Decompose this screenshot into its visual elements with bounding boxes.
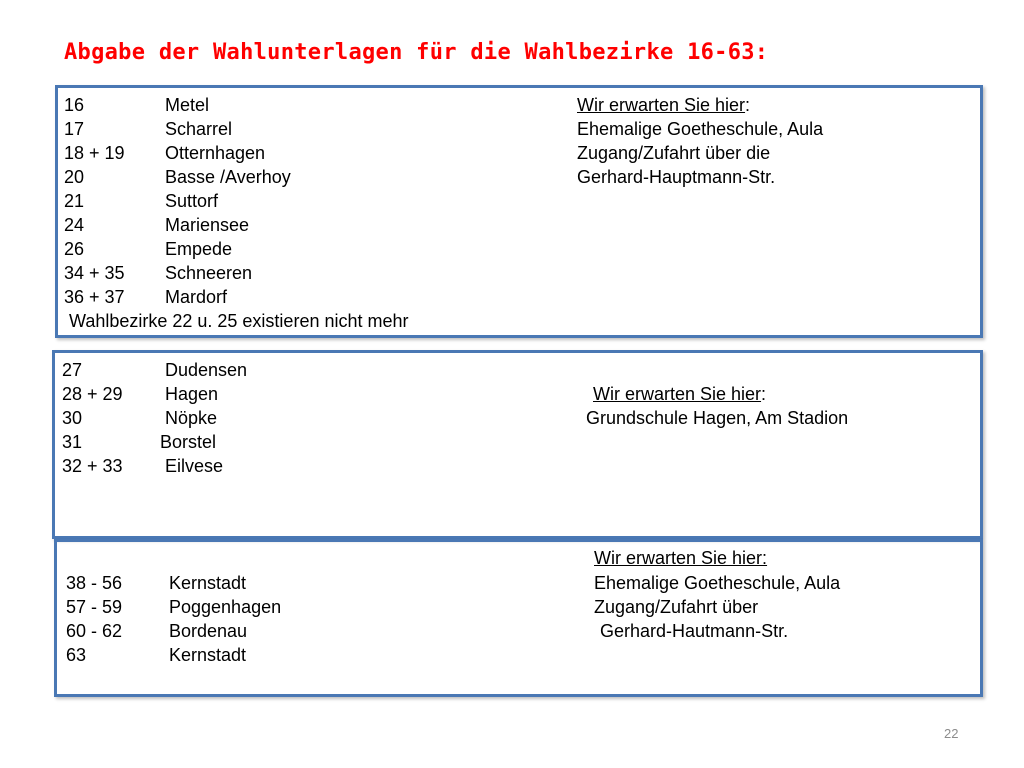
expect-heading: Wir erwarten Sie hier:	[594, 548, 768, 568]
district-number: 38 - 56	[66, 573, 123, 593]
district-number: 32 + 33	[62, 456, 123, 476]
district-number: 28 + 29	[62, 384, 123, 404]
district-number: 27	[62, 360, 83, 380]
district-name: Hagen	[165, 384, 219, 404]
district-number: 31	[62, 432, 83, 452]
district-name: Schneeren	[165, 263, 253, 283]
expect-heading: Wir erwarten Sie hier:	[577, 95, 751, 115]
district-name: Nöpke	[165, 408, 218, 428]
district-name: Borstel	[160, 432, 217, 452]
location-line: Ehemalige Goetheschule, Aula	[577, 119, 824, 139]
note-text: Wahlbezirke 22 u. 25 existieren nicht mehr	[69, 311, 409, 331]
district-name: Kernstadt	[169, 645, 247, 665]
location-line: Gerhard-Hauptmann-Str.	[577, 167, 776, 187]
district-number: 24	[64, 215, 85, 235]
district-name: Eilvese	[165, 456, 224, 476]
district-name: Metel	[165, 95, 210, 115]
location-line: Zugang/Zufahrt über die	[577, 143, 771, 163]
district-number: 30	[62, 408, 83, 428]
district-number: 21	[64, 191, 85, 211]
district-name: Empede	[165, 239, 233, 259]
district-number: 63	[66, 645, 87, 665]
district-name: Suttorf	[165, 191, 219, 211]
district-name: Kernstadt	[169, 573, 247, 593]
district-name: Bordenau	[169, 621, 248, 641]
district-number: 34 + 35	[64, 263, 125, 283]
district-name: Scharrel	[165, 119, 233, 139]
district-name: Dudensen	[165, 360, 248, 380]
location-line: Zugang/Zufahrt über	[594, 597, 759, 617]
district-name: Mariensee	[165, 215, 250, 235]
district-number: 26	[64, 239, 85, 259]
district-number: 60 - 62	[66, 621, 123, 641]
page-title: Abgabe der Wahlunterlagen für die Wahlbezirke 16-63:	[64, 40, 769, 65]
district-number: 36 + 37	[64, 287, 125, 307]
district-name: Otternhagen	[165, 143, 266, 163]
district-number: 18 + 19	[64, 143, 125, 163]
district-name: Mardorf	[165, 287, 228, 307]
location-line: Grundschule Hagen, Am Stadion	[586, 408, 849, 428]
page-number: 22	[944, 726, 959, 741]
location-line: Ehemalige Goetheschule, Aula	[594, 573, 841, 593]
district-name: Poggenhagen	[169, 597, 282, 617]
district-number: 57 - 59	[66, 597, 123, 617]
expect-heading: Wir erwarten Sie hier:	[593, 384, 767, 404]
district-number: 20	[64, 167, 85, 187]
district-number: 16	[64, 95, 85, 115]
location-line: Gerhard-Hautmann-Str.	[600, 621, 789, 641]
district-number: 17	[64, 119, 85, 139]
district-name: Basse /Averhoy	[165, 167, 291, 187]
